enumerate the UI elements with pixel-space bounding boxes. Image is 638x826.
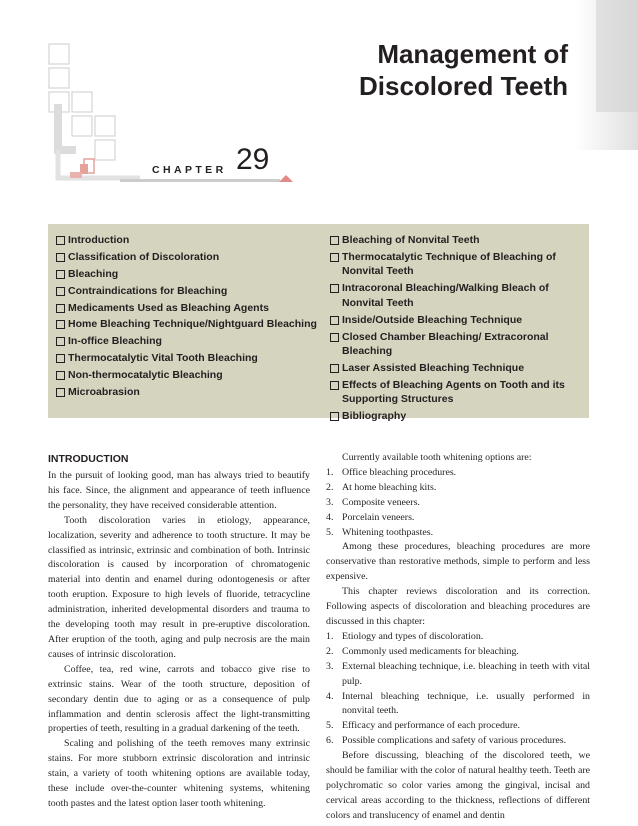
checkbox-icon [330,253,339,262]
checkbox-icon [330,333,339,342]
chapter-label: CHAPTER [152,164,227,176]
list-item: 6. Possible complications and safety of various procedures. [326,735,567,747]
paragraph: Tooth discoloration varies in etiology, appearance, localization, severity and adherence to tooth structure. It may be classified as intrinsic, extrinsic and combination of both. Intrinsic discoloration is caused by incorporation of chromatogenic material into dentin and enamel during odontogenesis or after tooth eruption. Exposure to high levels of fluoride, tetracycline administration, inherited developmental disorders and trauma to the developing tooth may result in pre-eruptive discoloration. After eruption of the tooth, aging and pulp necrosis are the main causes of intrinsic discoloration. [48,514,310,660]
checkbox-icon [330,381,339,390]
checkbox-icon [56,270,65,279]
introduction-section [48,451,310,812]
aspects-list [326,630,590,749]
list-item: 1. Office bleaching procedures. [326,466,457,478]
paragraph: This chapter reviews discoloration and its correction. Following aspects of discoloration and bleaching procedures are discussed in this chapter: [326,586,590,627]
checkbox-icon [56,287,65,296]
list-item: 1. Etiology and types of discoloration. [326,630,484,642]
contents-item[interactable]: Non-thermocatalytic Bleaching [56,368,326,383]
list-item: 2. At home bleaching kits. [326,481,437,493]
contents-item[interactable]: Home Bleaching Technique/Nightguard Bleaching [56,317,326,332]
contents-item[interactable]: Thermocatalytic Vital Tooth Bleaching [56,351,326,366]
chapter-title-line-1: Management of [377,39,568,69]
contents-item[interactable]: Classification of Discoloration [56,250,326,265]
list-item: 3. External bleaching technique, i.e. bleaching in teeth with vital pulp. [326,660,590,687]
contents-item[interactable]: Bibliography [330,409,582,424]
section-heading: INTRODUCTION [48,453,129,465]
list-item: 4. Porcelain veneers. [326,511,415,523]
triangle-icon [279,175,293,182]
checkbox-icon [330,236,339,245]
checkbox-icon [56,371,65,380]
contents-item[interactable]: Laser Assisted Bleaching Technique [330,361,582,376]
list-item: 3. Composite veneers. [326,496,420,508]
chapter-number: 29 [236,143,270,176]
checkbox-icon [56,388,65,397]
chapter-title [359,38,568,102]
paragraph: Among these procedures, bleaching procedures are more conservative than restorative methods, simple to perform and less expensive. [326,541,590,583]
checkbox-icon [56,354,65,363]
right-text-column [326,451,590,824]
paragraph: In the pursuit of looking good, man has always tried to beautify his face. Since, the alignment and appearance of teeth influence the personality, they have received considerable attention. [48,470,310,511]
contents-item[interactable]: Medicaments Used as Bleaching Agents [56,301,326,316]
contents-item[interactable]: Effects of Bleaching Agents on Tooth and its Supporting Structures [330,378,582,407]
list-item: 4. Internal bleaching technique, i.e. usually performed in nonvital teeth. [326,690,590,717]
list-item: 5. Efficacy and performance of each procedure. [326,720,521,732]
paragraph: Currently available tooth whitening options are: [342,452,532,463]
chapter-title-line-2: Discolored Teeth [358,71,568,101]
checkbox-icon [56,253,65,262]
contents-left-column [56,233,326,402]
contents-item[interactable]: Bleaching [56,267,326,282]
checkbox-icon [56,320,65,329]
checkbox-icon [330,412,339,421]
checkbox-icon [330,364,339,373]
contents-item[interactable]: Closed Chamber Bleaching/ Extracoronal Bleaching [330,330,582,359]
paragraph: Coffee, tea, red wine, carrots and tobacco give rise to extrinsic stains. Wear of the tooth structure, deposition of secondary dentin due to aging or as a consequence of pulp inflammation and dentin sclerosis affect the light-transmitting properties of teeth, resulting in a gradual darkening of the teeth. [48,663,310,735]
contents-item[interactable]: Bleaching of Nonvital Teeth [330,233,582,248]
contents-right-column [330,233,582,426]
contents-item[interactable]: Intracoronal Bleaching/Walking Bleach of Nonvital Teeth [330,281,582,310]
checkbox-icon [56,304,65,313]
chapter-contents-box [48,224,589,423]
paragraph: Before discussing, bleaching of the discolored teeth, we should be familiar with the color of natural healthy teeth. Teeth are polychromatic so color varies among the gingival, incisal and cervical areas according to the thickness, reflections of different colors and translucency of enamel and dentin [326,750,591,821]
contents-item[interactable]: Introduction [56,233,326,248]
contents-item[interactable]: In-office Bleaching [56,334,326,349]
list-item: 5. Whitening toothpastes. [326,526,434,538]
checkbox-icon [330,284,339,293]
contents-item[interactable]: Thermocatalytic Technique of Bleaching of Nonvital Teeth [330,250,582,279]
list-item: 2. Commonly used medicaments for bleaching. [326,645,519,657]
checkbox-icon [56,236,65,245]
chapter-header-decoration [0,0,638,230]
contents-item[interactable]: Microabrasion [56,385,326,400]
whitening-options-list [326,466,590,541]
contents-item[interactable]: Inside/Outside Bleaching Technique [330,313,582,328]
paragraph: Scaling and polishing of the teeth removes many extrinsic stains. For more stubborn extrinsic discoloration and intrinsic stain, a variety of tooth whitening options are available today, these include over-the-counter whitening systems, whitening tooth pastes and the latest option laser tooth whitening. [48,738,310,809]
checkbox-icon [56,337,65,346]
contents-item[interactable]: Contraindications for Bleaching [56,284,326,299]
checkbox-icon [330,316,339,325]
